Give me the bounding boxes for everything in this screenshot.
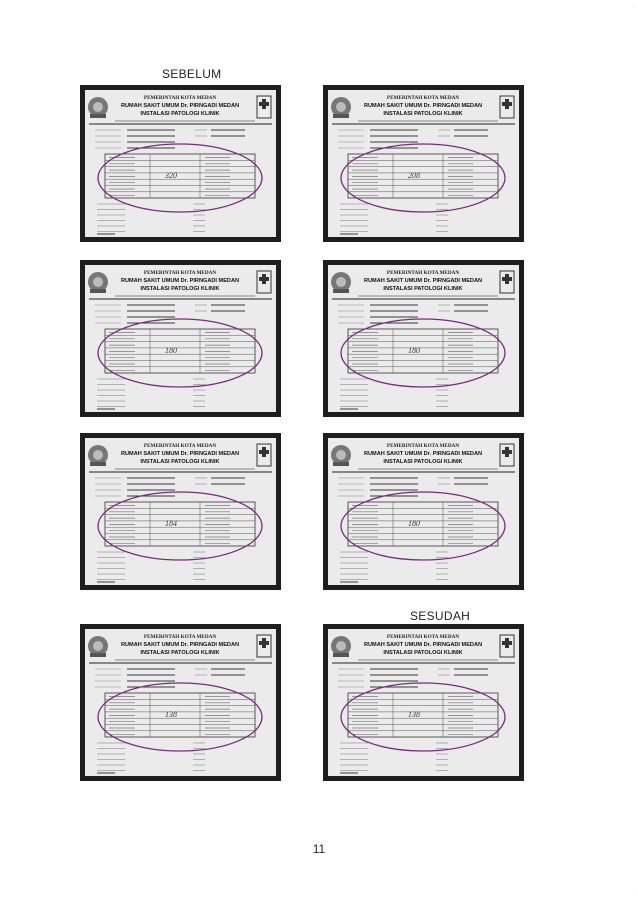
- scan-header-line3: INSTALASI PATOLOGI KLINIK: [140, 650, 220, 656]
- city-emblem-icon: [331, 272, 351, 293]
- scan-header-line3: INSTALASI PATOLOGI KLINIK: [383, 286, 463, 292]
- scan-header-line2: RUMAH SAKIT UMUM Dr. PIRNGADI MEDAN: [363, 278, 483, 284]
- city-emblem-icon: [331, 445, 351, 466]
- hospital-logo-icon: [500, 271, 514, 293]
- label-sesudah: SESUDAH: [410, 609, 471, 623]
- scan-header-line1: PEMERINTAH KOTA MEDAN: [143, 270, 217, 276]
- scan-before-6: [323, 433, 524, 590]
- scan-header-line3: INSTALASI PATOLOGI KLINIK: [140, 459, 220, 465]
- hospital-logo-icon: [257, 96, 271, 118]
- handwritten-value: 208: [408, 171, 420, 180]
- scan-header-line2: RUMAH SAKIT UMUM Dr. PIRNGADI MEDAN: [120, 451, 240, 457]
- scan-paper: [328, 629, 519, 776]
- scan-paper: [328, 265, 519, 412]
- scan-header-line1: PEMERINTAH KOTA MEDAN: [143, 443, 217, 449]
- scan-header-line3: INSTALASI PATOLOGI KLINIK: [140, 286, 220, 292]
- scan-header-line2: RUMAH SAKIT UMUM Dr. PIRNGADI MEDAN: [120, 103, 240, 109]
- scan-after-1: [80, 624, 281, 781]
- scan-header-line3: INSTALASI PATOLOGI KLINIK: [383, 650, 463, 656]
- corner-mark-top: ·: [633, 4, 636, 11]
- scan-before-4: [323, 260, 524, 417]
- handwritten-value: 138: [408, 710, 420, 719]
- scan-header-line1: PEMERINTAH KOTA MEDAN: [386, 634, 460, 640]
- scan-after-2: [323, 624, 524, 781]
- hospital-logo-icon: [257, 635, 271, 657]
- scan-header-line3: INSTALASI PATOLOGI KLINIK: [140, 111, 220, 117]
- city-emblem-icon: [88, 272, 108, 293]
- scan-header-line1: PEMERINTAH KOTA MEDAN: [386, 95, 460, 101]
- scan-paper: [85, 90, 276, 237]
- scan-paper: [328, 90, 519, 237]
- scan-paper: [328, 438, 519, 585]
- hospital-logo-icon: [257, 444, 271, 466]
- handwritten-value: 180: [165, 346, 177, 355]
- scan-header-line3: INSTALASI PATOLOGI KLINIK: [383, 111, 463, 117]
- scan-paper: [85, 265, 276, 412]
- scan-header-line3: INSTALASI PATOLOGI KLINIK: [383, 459, 463, 465]
- hospital-logo-icon: [500, 96, 514, 118]
- lab-form-drawing: [328, 90, 519, 237]
- hospital-logo-icon: [500, 444, 514, 466]
- lab-form-drawing: [85, 629, 276, 776]
- scan-header-line2: RUMAH SAKIT UMUM Dr. PIRNGADI MEDAN: [120, 278, 240, 284]
- scan-header-line2: RUMAH SAKIT UMUM Dr. PIRNGADI MEDAN: [363, 642, 483, 648]
- handwritten-value: 184: [165, 519, 177, 528]
- lab-form-drawing: [85, 265, 276, 412]
- scan-before-3: [80, 260, 281, 417]
- handwritten-value: 180: [408, 346, 420, 355]
- lab-form-drawing: [328, 265, 519, 412]
- corner-mark-bottom: ·: [633, 889, 636, 896]
- handwritten-value: 180: [408, 519, 420, 528]
- scan-paper: [85, 629, 276, 776]
- scan-header-line1: PEMERINTAH KOTA MEDAN: [143, 634, 217, 640]
- lab-form-drawing: [85, 438, 276, 585]
- page-number: 11: [312, 842, 326, 856]
- handwritten-value: 138: [165, 710, 177, 719]
- city-emblem-icon: [88, 445, 108, 466]
- scan-before-1: [80, 85, 281, 242]
- scan-before-5: [80, 433, 281, 590]
- label-sebelum: SEBELUM: [162, 67, 222, 81]
- scan-header-line1: PEMERINTAH KOTA MEDAN: [386, 443, 460, 449]
- hospital-logo-icon: [257, 271, 271, 293]
- scan-paper: [85, 438, 276, 585]
- scan-header-line2: RUMAH SAKIT UMUM Dr. PIRNGADI MEDAN: [363, 451, 483, 457]
- scan-header-line1: PEMERINTAH KOTA MEDAN: [143, 95, 217, 101]
- scan-header-line2: RUMAH SAKIT UMUM Dr. PIRNGADI MEDAN: [120, 642, 240, 648]
- handwritten-value: 320: [165, 171, 177, 180]
- lab-form-drawing: [85, 90, 276, 237]
- city-emblem-icon: [88, 636, 108, 657]
- city-emblem-icon: [331, 636, 351, 657]
- lab-form-drawing: [328, 438, 519, 585]
- scan-header-line1: PEMERINTAH KOTA MEDAN: [386, 270, 460, 276]
- scan-header-line2: RUMAH SAKIT UMUM Dr. PIRNGADI MEDAN: [363, 103, 483, 109]
- hospital-logo-icon: [500, 635, 514, 657]
- scan-before-2: [323, 85, 524, 242]
- city-emblem-icon: [88, 97, 108, 118]
- lab-form-drawing: [328, 629, 519, 776]
- city-emblem-icon: [331, 97, 351, 118]
